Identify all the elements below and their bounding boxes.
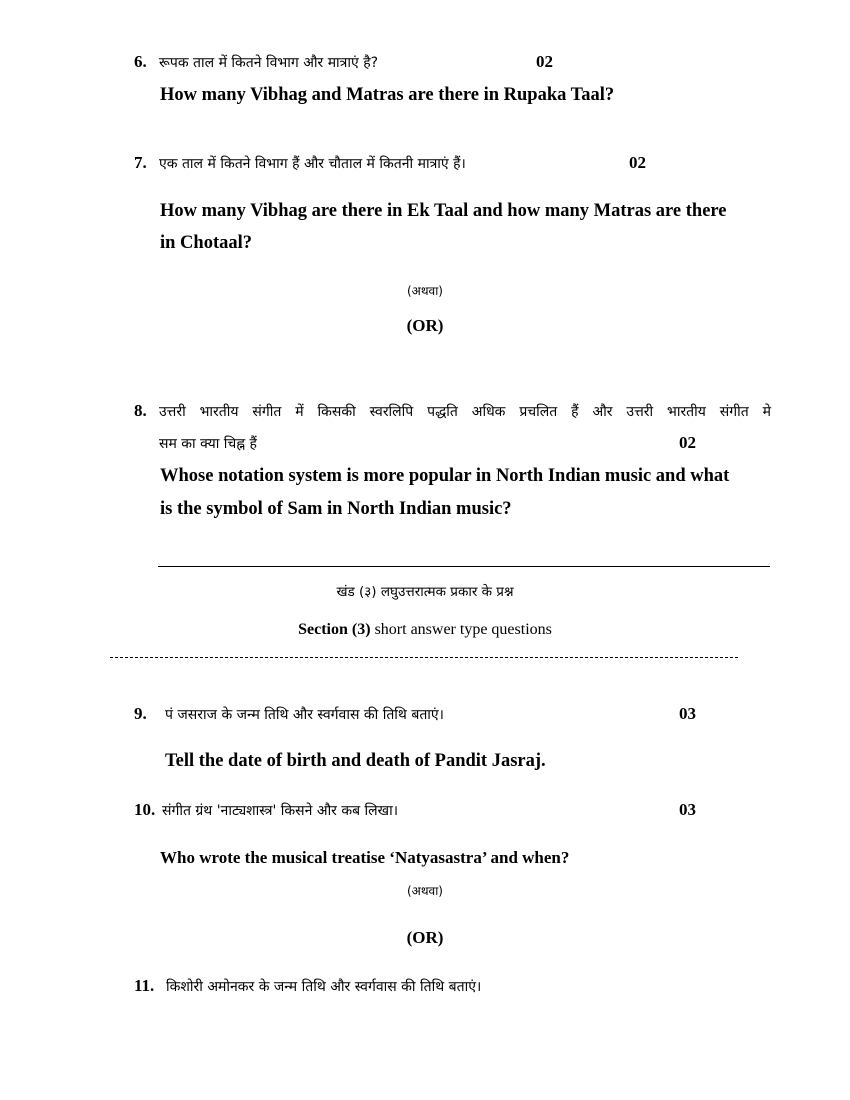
question-8-hindi-line1: उत्तरी भारतीय संगीत में किसकी स्वरलिपि पद्धति अधिक प्रचलित हैं और उत्तरी भारतीय संगीत मे — [159, 404, 771, 420]
section-title-hindi: खंड (३) लघुउत्तरात्मक प्रकार के प्रश्न — [336, 584, 514, 600]
question-6-number: 6. — [134, 52, 147, 71]
section-title-english — [0, 621, 850, 639]
section-description: short answer type questions — [370, 621, 552, 638]
question-9-number: 9. — [134, 704, 147, 723]
or-english-1: (OR) — [406, 316, 444, 335]
question-7-marks: 02 — [629, 153, 646, 172]
question-10-hindi: संगीत ग्रंथ 'नाट्यशास्त्र' किसने और कब लिखा। — [162, 803, 399, 819]
question-6-english: How many Vibhag and Matras are there in Rupaka Taal? — [160, 85, 615, 105]
or-hindi-1: (अथवा) — [407, 284, 443, 298]
question-7-hindi: एक ताल में कितने विभाग हैं और चौताल में कितनी मात्राएं हैं। — [159, 156, 466, 172]
question-8-english-line2: is the symbol of Sam in North Indian music? — [160, 499, 512, 519]
question-8-marks: 02 — [679, 433, 696, 452]
dashed-separator — [110, 657, 738, 658]
or-hindi-2: (अथवा) — [407, 884, 443, 898]
question-7-english-line2: in Chotaal? — [160, 233, 253, 253]
question-9-marks: 03 — [679, 704, 696, 723]
question-8-hindi-line2: सम का क्या चिह्न हैं — [159, 436, 257, 452]
question-8-number: 8. — [134, 401, 147, 420]
question-11-hindi: किशोरी अमोनकर के जन्म तिथि और स्वर्गवास की तिथि बताएं। — [166, 979, 482, 995]
question-7-english-line1: How many Vibhag are there in Ek Taal and how many Matras are there — [160, 201, 727, 221]
or-english-2: (OR) — [406, 928, 444, 947]
question-6-hindi: रूपक ताल में कितने विभाग और मात्राएं है? — [159, 55, 379, 71]
section-number: Section (3) — [298, 621, 371, 638]
question-11-number: 11. — [134, 976, 155, 995]
question-10-number: 10. — [134, 800, 156, 819]
question-8-english-line1: Whose notation system is more popular in North Indian music and what — [160, 466, 730, 486]
question-9-hindi: पं जसराज के जन्म तिथि और स्वर्गवास की तिथि बताएं। — [165, 707, 444, 723]
section-divider — [158, 566, 770, 567]
question-9-english: Tell the date of birth and death of Pandit Jasraj. — [165, 751, 546, 771]
question-6-marks: 02 — [536, 52, 553, 71]
question-7-number: 7. — [134, 153, 147, 172]
question-10-english: Who wrote the musical treatise ‘Natyasastra’ and when? — [160, 848, 570, 867]
question-10-marks: 03 — [679, 800, 696, 819]
